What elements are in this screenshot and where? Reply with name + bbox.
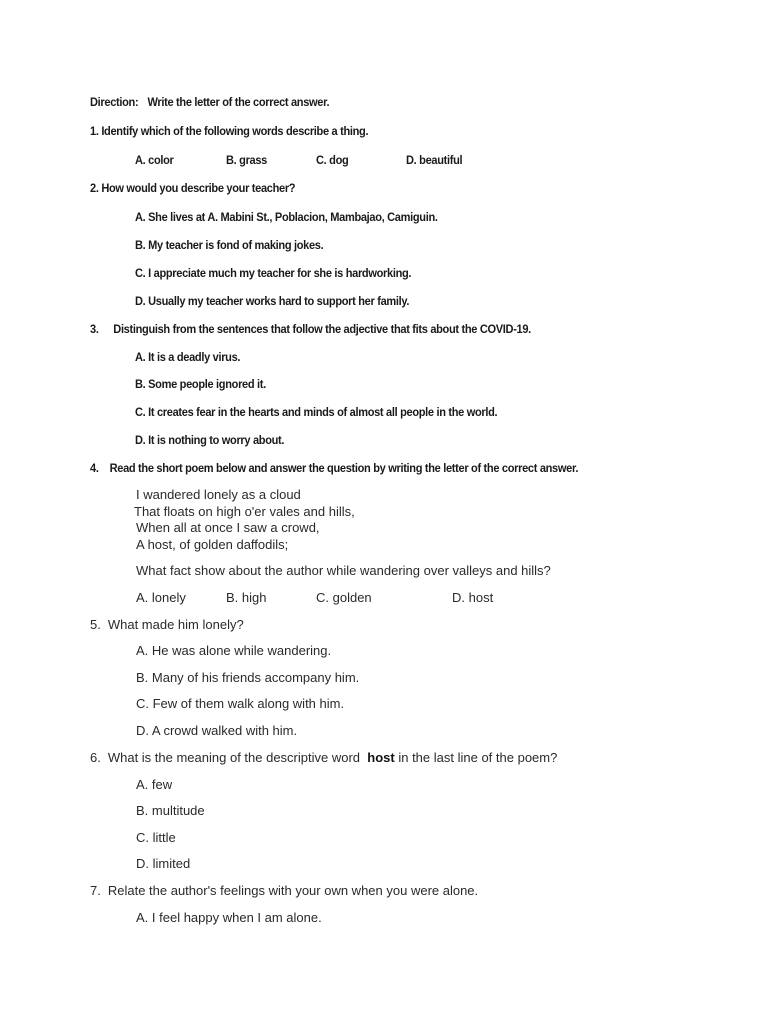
poem-line-2: That floats on high o'er vales and hills, xyxy=(134,504,355,519)
q5-option-b: B. Many of his friends accompany him. xyxy=(136,670,360,685)
q1-options xyxy=(0,154,768,170)
direction-line xyxy=(90,96,329,108)
q3-option-c: C. It creates fear in the hearts and minds of almost all people in the world. xyxy=(135,405,498,419)
q6-stem-after: in the last line of the poem? xyxy=(398,750,558,765)
direction-text: Write the letter of the correct answer. xyxy=(147,95,330,109)
q2-option-a: A. She lives at A. Mabini St., Poblacion, Mambajao, Camiguin. xyxy=(135,210,438,224)
q4-option-a: A. lonely xyxy=(136,590,186,605)
q3-stem-line xyxy=(90,323,531,335)
poem-line-3: When all at once I saw a crowd, xyxy=(136,520,320,535)
q4-option-b: B. high xyxy=(226,590,267,605)
q6-option-d: D. limited xyxy=(136,856,191,871)
q6-stem-bold-word: host xyxy=(367,750,395,765)
q7-stem-line xyxy=(90,884,478,897)
q1-option-c: C. dog xyxy=(316,153,349,167)
q7-option-a: A. I feel happy when I am alone. xyxy=(136,910,322,925)
q2-stem-line xyxy=(90,182,295,194)
q5-option-a: A. He was alone while wandering. xyxy=(136,643,332,658)
q4-number: 4. xyxy=(90,461,99,475)
q3-option-a: A. It is a deadly virus. xyxy=(135,350,241,364)
q2-option-c: C. I appreciate much my teacher for she is hardworking. xyxy=(135,266,412,280)
q7-stem: Relate the author's feelings with your own when you were alone. xyxy=(107,883,479,898)
poem-line-1: I wandered lonely as a cloud xyxy=(136,487,301,502)
q6-option-b: B. multitude xyxy=(136,803,205,818)
q4-stem: Read the short poem below and answer the question by writing the letter of the correct answer. xyxy=(109,461,579,475)
q3-option-b: B. Some people ignored it. xyxy=(135,377,266,391)
q1-option-b: B. grass xyxy=(226,153,267,167)
direction-label: Direction: xyxy=(90,95,139,109)
q2-stem: How would you describe your teacher? xyxy=(101,181,296,195)
q4-options xyxy=(0,591,768,607)
q2-number: 2. xyxy=(90,181,99,195)
q5-stem-line xyxy=(90,618,244,631)
q1-stem-line xyxy=(90,125,368,137)
q3-number: 3. xyxy=(90,322,99,336)
q1-option-d: D. beautiful xyxy=(406,153,463,167)
q1-number: 1. xyxy=(90,124,99,138)
q2-option-d: D. Usually my teacher works hard to support her family. xyxy=(135,294,410,308)
q5-option-d: D. A crowd walked with him. xyxy=(136,723,298,738)
q6-stem-before: What is the meaning of the descriptive word xyxy=(107,750,361,765)
q6-option-a: A. few xyxy=(136,777,173,792)
q1-option-a: A. color xyxy=(135,153,174,167)
q6-stem-line xyxy=(90,751,557,764)
q1-stem: Identify which of the following words describe a thing. xyxy=(101,124,369,138)
poem-line-4: A host, of golden daffodils; xyxy=(136,537,289,552)
q4-option-c: C. golden xyxy=(316,590,372,605)
q3-stem: Distinguish from the sentences that follow the adjective that fits about the COVID-19. xyxy=(113,322,531,336)
q4-question: What fact show about the author while wandering over valleys and hills? xyxy=(136,563,551,578)
q2-option-b: B. My teacher is fond of making jokes. xyxy=(135,238,324,252)
q6-number: 6. xyxy=(90,750,101,765)
q4-option-d: D. host xyxy=(452,590,494,605)
q5-number: 5. xyxy=(90,617,101,632)
q3-option-d: D. It is nothing to worry about. xyxy=(135,433,285,447)
q4-stem-line xyxy=(90,462,578,474)
q7-number: 7. xyxy=(90,883,101,898)
q6-option-c: C. little xyxy=(136,830,176,845)
q5-stem: What made him lonely? xyxy=(107,617,244,632)
q5-option-c: C. Few of them walk along with him. xyxy=(136,696,345,711)
